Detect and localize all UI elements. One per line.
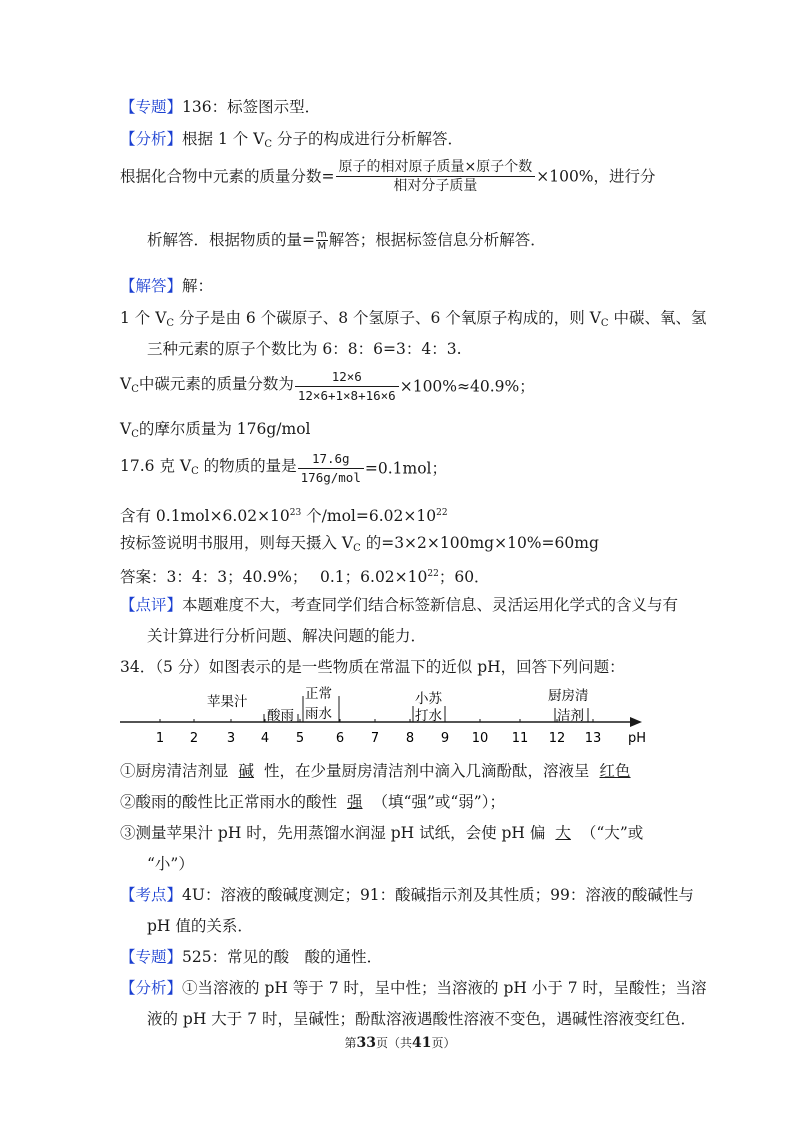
page-footer: 第33页（共41页） bbox=[344, 1035, 456, 1051]
label-soda-water-1: 小苏 bbox=[415, 691, 442, 707]
answer-alkaline: 碱 bbox=[238, 762, 255, 780]
analysis-tag-2: 【分析】 bbox=[120, 979, 183, 997]
label-normal-rain-2: 雨水 bbox=[305, 706, 332, 722]
mole-formula: 析解答．根据物质的量= $\frac{m}{M}$ 解答；根据标签信息分析解答． bbox=[147, 228, 546, 252]
label-cleaner-2: 洁剂 bbox=[557, 708, 584, 724]
topic-tag-2: 【专题】 bbox=[120, 948, 183, 966]
topic-tag: 【专题】 bbox=[120, 98, 183, 116]
answer-larger: 大 bbox=[555, 824, 571, 842]
ph-tick-label-11: 11 bbox=[511, 731, 529, 746]
topic-line-2: 【专题】525：常见的酸 酸的通性． bbox=[120, 948, 383, 966]
ph-unit-label: pH bbox=[628, 731, 647, 746]
knowledge-tag: 【考点】 bbox=[120, 886, 183, 904]
mass-fraction-formula: 根据化合物中元素的质量分数= $\frac{\text{原子的相对原子质量×原子个数}}{\text{相对分子质量}}$ ×100%，进行分 bbox=[120, 159, 656, 194]
page-total: 41 bbox=[412, 1035, 432, 1051]
analysis-tag: 【分析】 bbox=[120, 130, 183, 148]
carbon-fraction-line: $V_C$中碳元素的质量分数为 $\frac{12\times 6}{12\times 6+1\times 8+16\times 6}$ ×100%≈40.9%； bbox=[120, 369, 535, 403]
label-apple-juice: 苹果汁 bbox=[207, 694, 248, 710]
amount-fraction: $\frac{17.6g}{\text{176g/mol}}$ bbox=[298, 450, 364, 487]
question-1: ①厨房清洁剂显 碱 性，在少量厨房清洁剂中滴入几滴酚酞，溶液呈 红色 bbox=[120, 760, 641, 782]
carbon-fraction: $\frac{12\times 6}{12\times 6+1\times 8+16\times 6}$ bbox=[295, 368, 399, 405]
topic-line: 【专题】136：标签图示型． bbox=[120, 98, 321, 116]
label-cleaner-1: 厨房清 bbox=[548, 688, 589, 704]
answer-line: 答案：3：4：3；40.9%； 0.1；$6.02\times 10^{22}$；60． bbox=[120, 568, 490, 586]
daily-intake-line: 按标签说明书服用，则每天摄入 $V_C$ 的=3×2×100mg×10%=60mg bbox=[120, 534, 599, 554]
analysis-line: 【分析】根据 1 个 $V_C$ 分子的构成进行分析解答． bbox=[120, 130, 463, 150]
ph-tick-label-6: 6 bbox=[335, 731, 345, 746]
answer-red: 红色 bbox=[599, 762, 631, 780]
question-2: ②酸雨的酸性比正常雨水的酸性 强 （填“强”或“弱”）； bbox=[120, 793, 505, 811]
solution-heading: 【解答】解： bbox=[120, 277, 214, 295]
question-3-cont: “小”） bbox=[147, 855, 194, 873]
analysis-line-3: 液的 pH 大于 7 时，呈碱性；酚酞溶液遇酸性溶液不变色，遇碱性溶液变红色． bbox=[147, 1010, 697, 1028]
molar-mass-line: $V_C$的摩尔质量为 176g/mol bbox=[120, 420, 311, 440]
ph-tick-label-4: 4 bbox=[260, 731, 270, 746]
ph-tick-label-5: 5 bbox=[295, 731, 305, 746]
knowledge-point-line-1: 【考点】4U：溶液的酸碱度测定；91：酸碱指示剂及其性质；99：溶液的酸碱性与 bbox=[120, 886, 694, 904]
ph-tick-label-8: 8 bbox=[405, 731, 415, 746]
ph-tick-label-12: 12 bbox=[548, 731, 566, 746]
label-acid-rain: 酸雨 bbox=[267, 708, 294, 724]
label-soda-water-2: 打水 bbox=[415, 708, 442, 724]
ph-tick-label-10: 10 bbox=[471, 731, 489, 746]
ph-tick-label-7: 7 bbox=[370, 731, 380, 746]
ph-tick-label-2: 2 bbox=[189, 731, 199, 746]
ph-axis-arrow bbox=[630, 717, 642, 727]
question-3: ③测量苹果汁 pH 时，先用蒸馏水润湿 pH 试纸，会使 pH 偏 大 （“大”或 bbox=[120, 824, 644, 842]
ph-tick-label-1: 1 bbox=[155, 731, 165, 746]
question-34-stem: 34．（5 分）如图表示的是一些物质在常温下的近似 pH，回答下列问题： bbox=[120, 658, 625, 676]
comment-line-2: 关计算进行分析问题、解决问题的能力． bbox=[147, 627, 427, 645]
ph-tick-label-9: 9 bbox=[440, 731, 450, 746]
page-number: 33 bbox=[356, 1035, 376, 1051]
ph-tick-label-3: 3 bbox=[226, 731, 236, 746]
comment-tag: 【点评】 bbox=[120, 596, 183, 614]
ph-tick-label-13: 13 bbox=[584, 731, 602, 746]
solution-line-2: 三种元素的原子个数比为 6：8：6=3：4：3. bbox=[147, 340, 462, 358]
molecule-count-line: 含有 $0.1mol\times 6.02\times 10^{23}$ 个$/mol=6.02\times 10^{22}$ bbox=[120, 507, 448, 525]
solution-line-1: 1 个 $V_C$ 分子是由 6 个碳原子、8 个氢原子、6 个氧原子构成的，则 $V_C$ 中碳、氧、氢 bbox=[120, 309, 707, 329]
comment-line-1: 【点评】本题难度不大，考查同学们结合标签新信息、灵活运用化学式的含义与有 bbox=[120, 596, 679, 614]
knowledge-point-line-2: pH 值的关系． bbox=[147, 917, 253, 935]
m-over-M-fraction: $\frac{m}{M}$ bbox=[317, 228, 327, 252]
solution-tag: 【解答】 bbox=[120, 277, 183, 295]
analysis-line-2: 【分析】①当溶液的 pH 等于 7 时，呈中性；当溶液的 pH 小于 7 时，呈酸性；当溶 bbox=[120, 979, 707, 997]
answer-strong: 强 bbox=[347, 793, 363, 811]
label-normal-rain-1: 正常 bbox=[305, 686, 332, 702]
ph-scale-diagram bbox=[118, 684, 658, 754]
amount-line: 17.6 克 $V_C$ 的物质的量是 $\frac{17.6g}{\text{176g/mol}}$ =0.1mol； bbox=[120, 451, 447, 485]
mass-fraction-fraction: $\frac{\text{原子的相对原子质量×原子个数}}{\text{相对分子质量}}$ bbox=[336, 158, 536, 195]
